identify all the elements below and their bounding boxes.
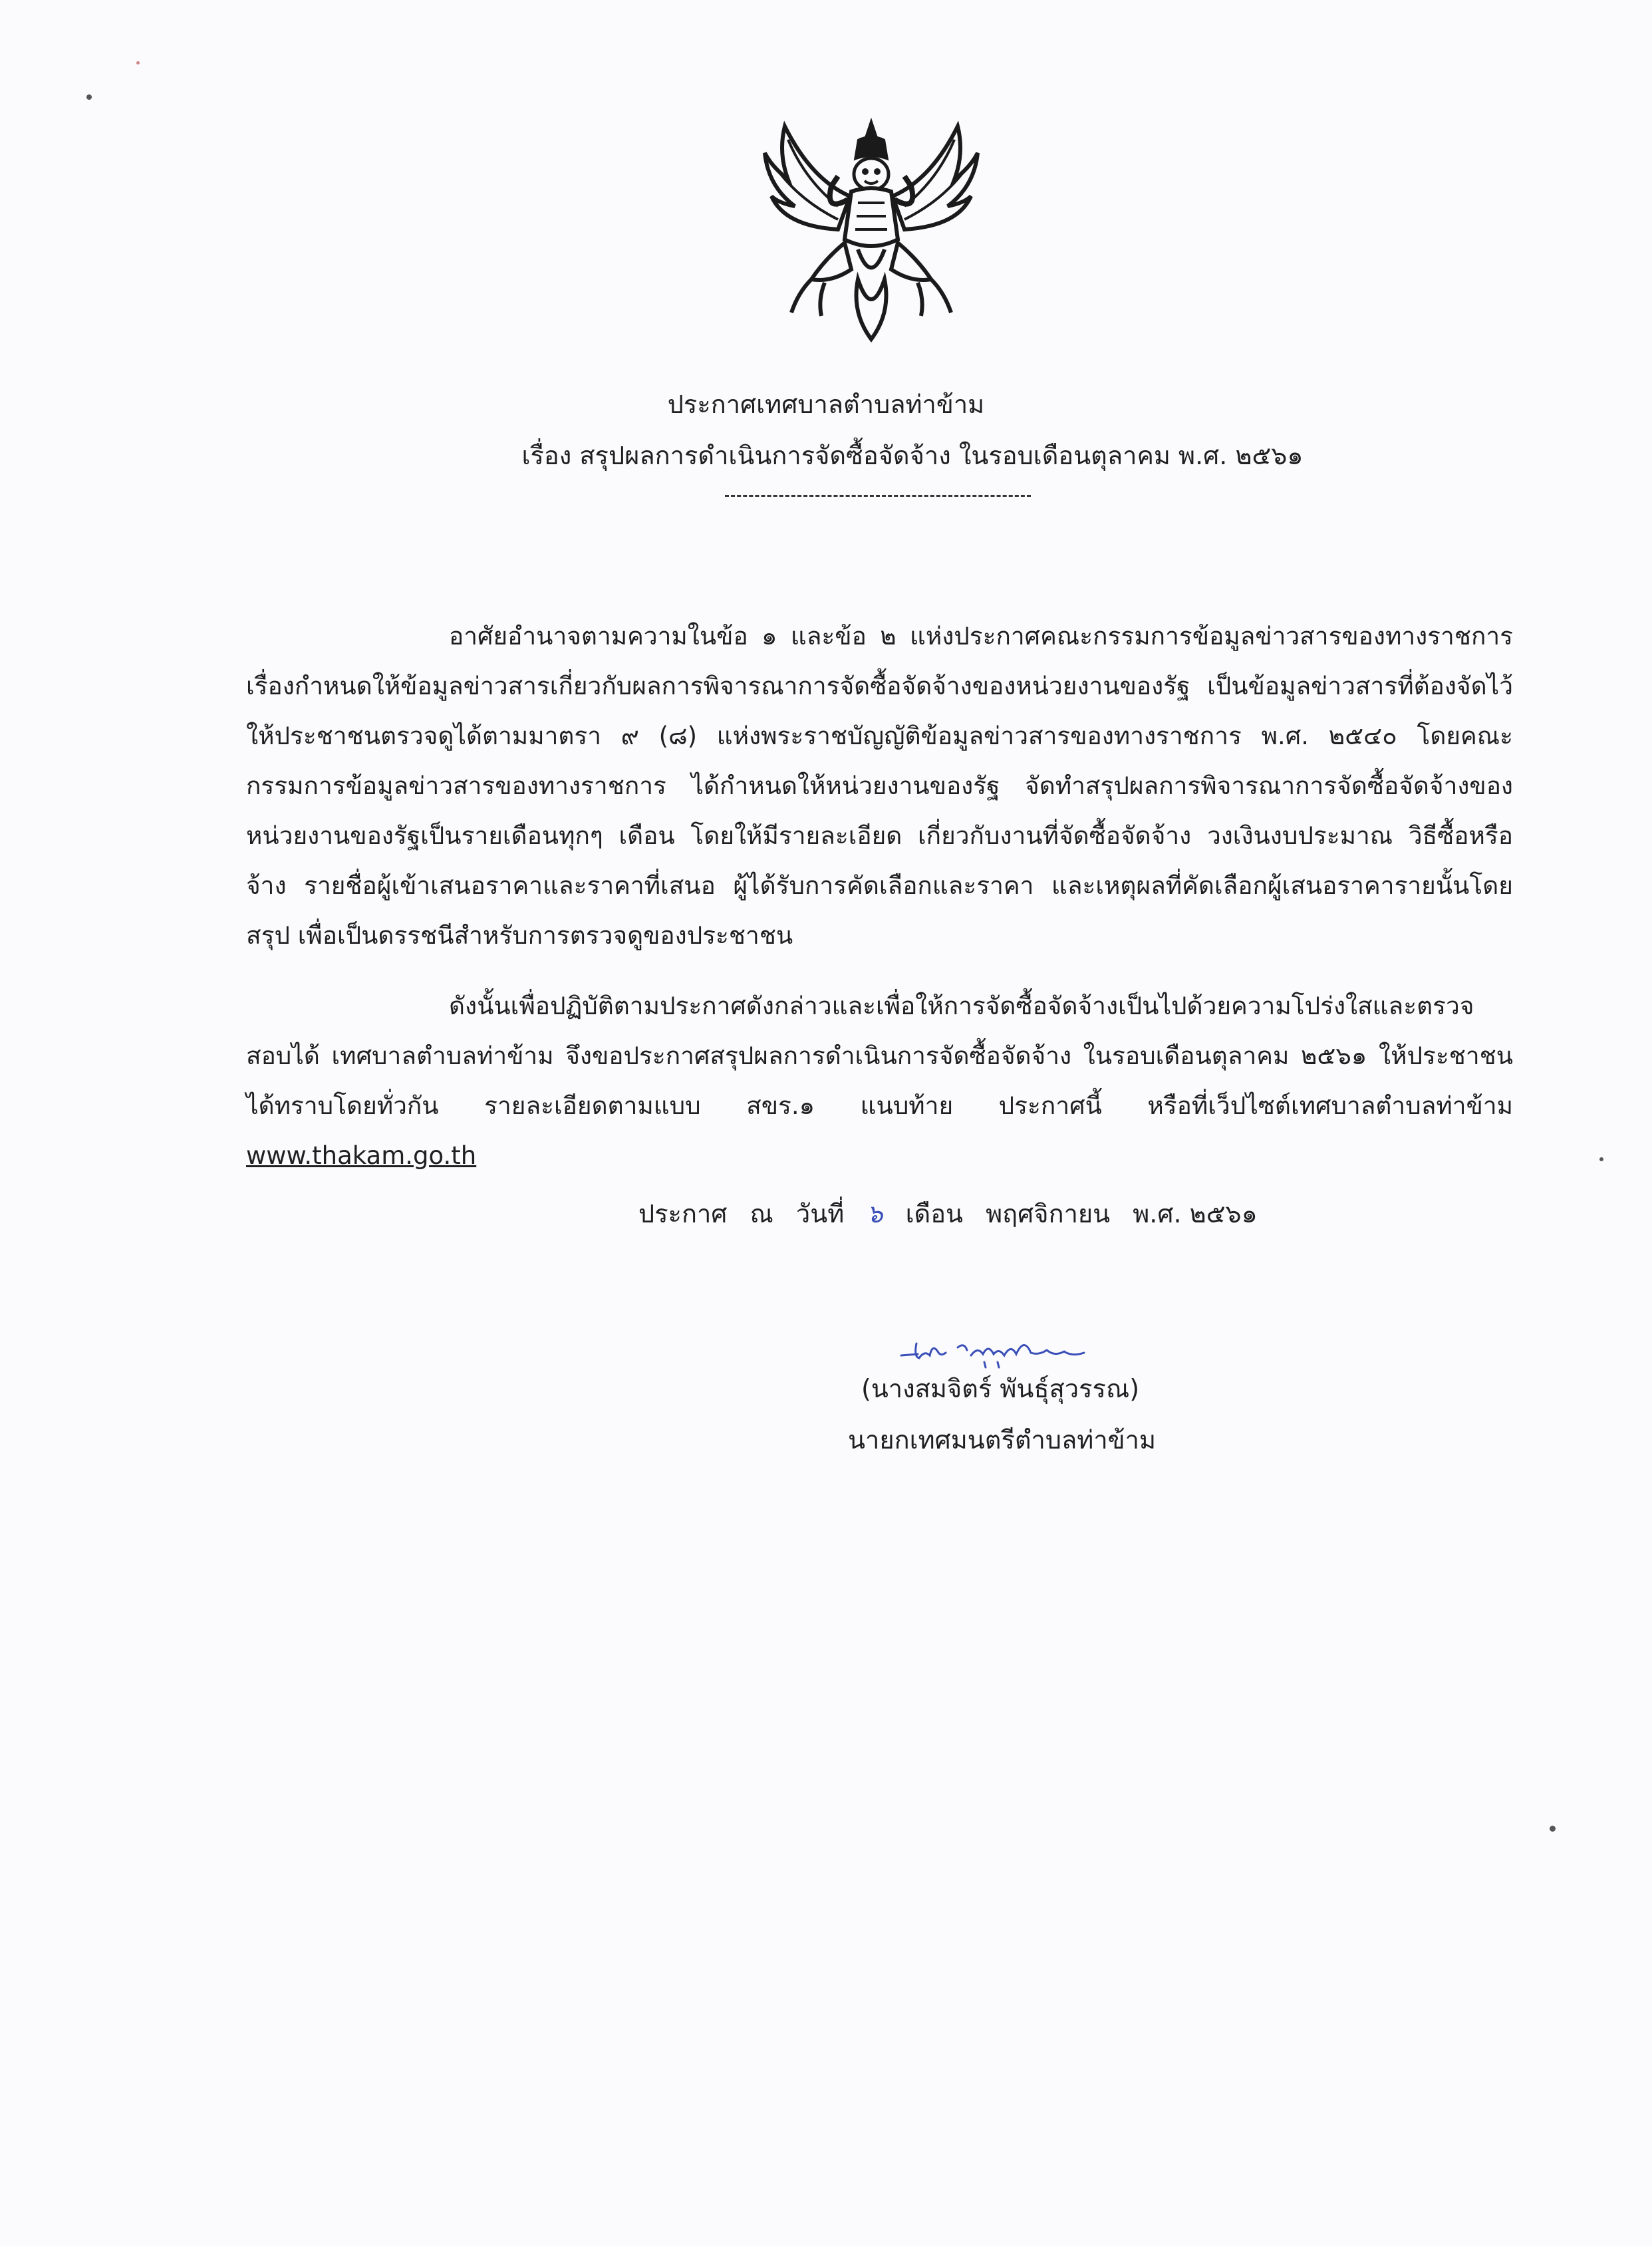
scan-speck [136,61,140,65]
body-paragraph-1 [246,611,1513,960]
day-value: ๖ [867,1199,883,1228]
website-link[interactable]: www.thakam.go.th [246,1141,477,1170]
scan-speck [1550,1826,1556,1832]
handwritten-signature-icon [898,1324,1097,1377]
paragraph-2-text: ดังนั้นเพื่อปฏิบัติตามประกาศดังกล่าวและเพื่อให้การจัดซื้อจัดจ้างเป็นไปด้วยความโปร่งใสและตรวจสอบได้ เทศบาลตำบลท่าข้าม จึงขอประกาศสรุปผลการดำเนินการจัดซื้อจัดจ้าง ในรอบเดือนตุลาคม ๒๕๖๑ ให้ประชาชนได้ทราบโดยทั่วกัน รายละเอียดตามแบบ สขร.๑ แนบท้าย ประกาศนี้ หรือที่เว็ปไซต์เทศบาลตำบลท่าข้าม [246,992,1513,1120]
body-paragraph-2 [246,981,1513,1181]
garuda-emblem-icon [758,113,984,352]
announcement-title: ประกาศเทศบาลตำบลท่าข้าม [667,390,985,419]
paragraph-1-text: อาศัยอำนาจตามความในข้อ ๑ และข้อ ๒ แห่งประกาศคณะกรรมการข้อมูลข่าวสารของทางราชการ เรื่องกำหนดให้ข้อมูลข่าวสารเกี่ยวกับผลการพิจารณาการจัดซื้อจัดจ้างของหน่วยงานของรัฐ เป็นข้อมูลข่าวสารที่ต้องจัดไว้ให้ประชาชนตรวจดูได้ตามมาตรา ๙ (๘) แห่งพระราชบัญญัติข้อมูลข่าวสารของทางราชการ พ.ศ. ๒๕๔๐ โดยคณะกรรมการข้อมูลข่าวสารของทางราชการ ได้กำหนดให้หน่วยงานของรัฐ จัดทำสรุปผลการพิจารณาการจัดซื้อจัดจ้างของหน่วยงานของรัฐเป็นรายเดือนทุกๆ เดือน โดยให้มีรายละเอียด เกี่ยวกับงานที่จัดซื้อจัดจ้าง วงเงินงบประมาณ วิธีซื้อหรือจ้าง รายชื่อผู้เข้าเสนอราคาและราคาที่เสนอ ผู้ได้รับการคัดเลือกและราคา และเหตุผลที่คัดเลือกผู้เสนอราคารายนั้นโดยสรุป เพื่อเป็นดรรชนีสำหรับการตรวจดูของประชาชน [246,622,1513,950]
year-value: พ.ศ. ๒๕๖๑ [1133,1199,1258,1228]
month-value: พฤศจิกายน [986,1199,1111,1228]
date-prefix: ประกาศ [638,1199,728,1228]
month-label: เดือน [905,1199,964,1228]
scan-speck [1599,1157,1603,1161]
signatory-position: นายกเทศมนตรีตำบลท่าข้าม [848,1425,1157,1455]
date-at: ณ [750,1199,773,1228]
announcement-subject: เรื่อง สรุปผลการดำเนินการจัดซื้อจัดจ้าง ในรอบเดือนตุลาคม พ.ศ. ๒๕๖๑ [521,441,1304,470]
scan-speck [86,94,92,100]
header-divider [725,495,1031,497]
signatory-name: (นางสมจิตร์ พันธุ์สุวรรณ) [861,1374,1140,1403]
day-label: วันที่ [795,1199,845,1228]
announcement-date [638,1197,1272,1230]
